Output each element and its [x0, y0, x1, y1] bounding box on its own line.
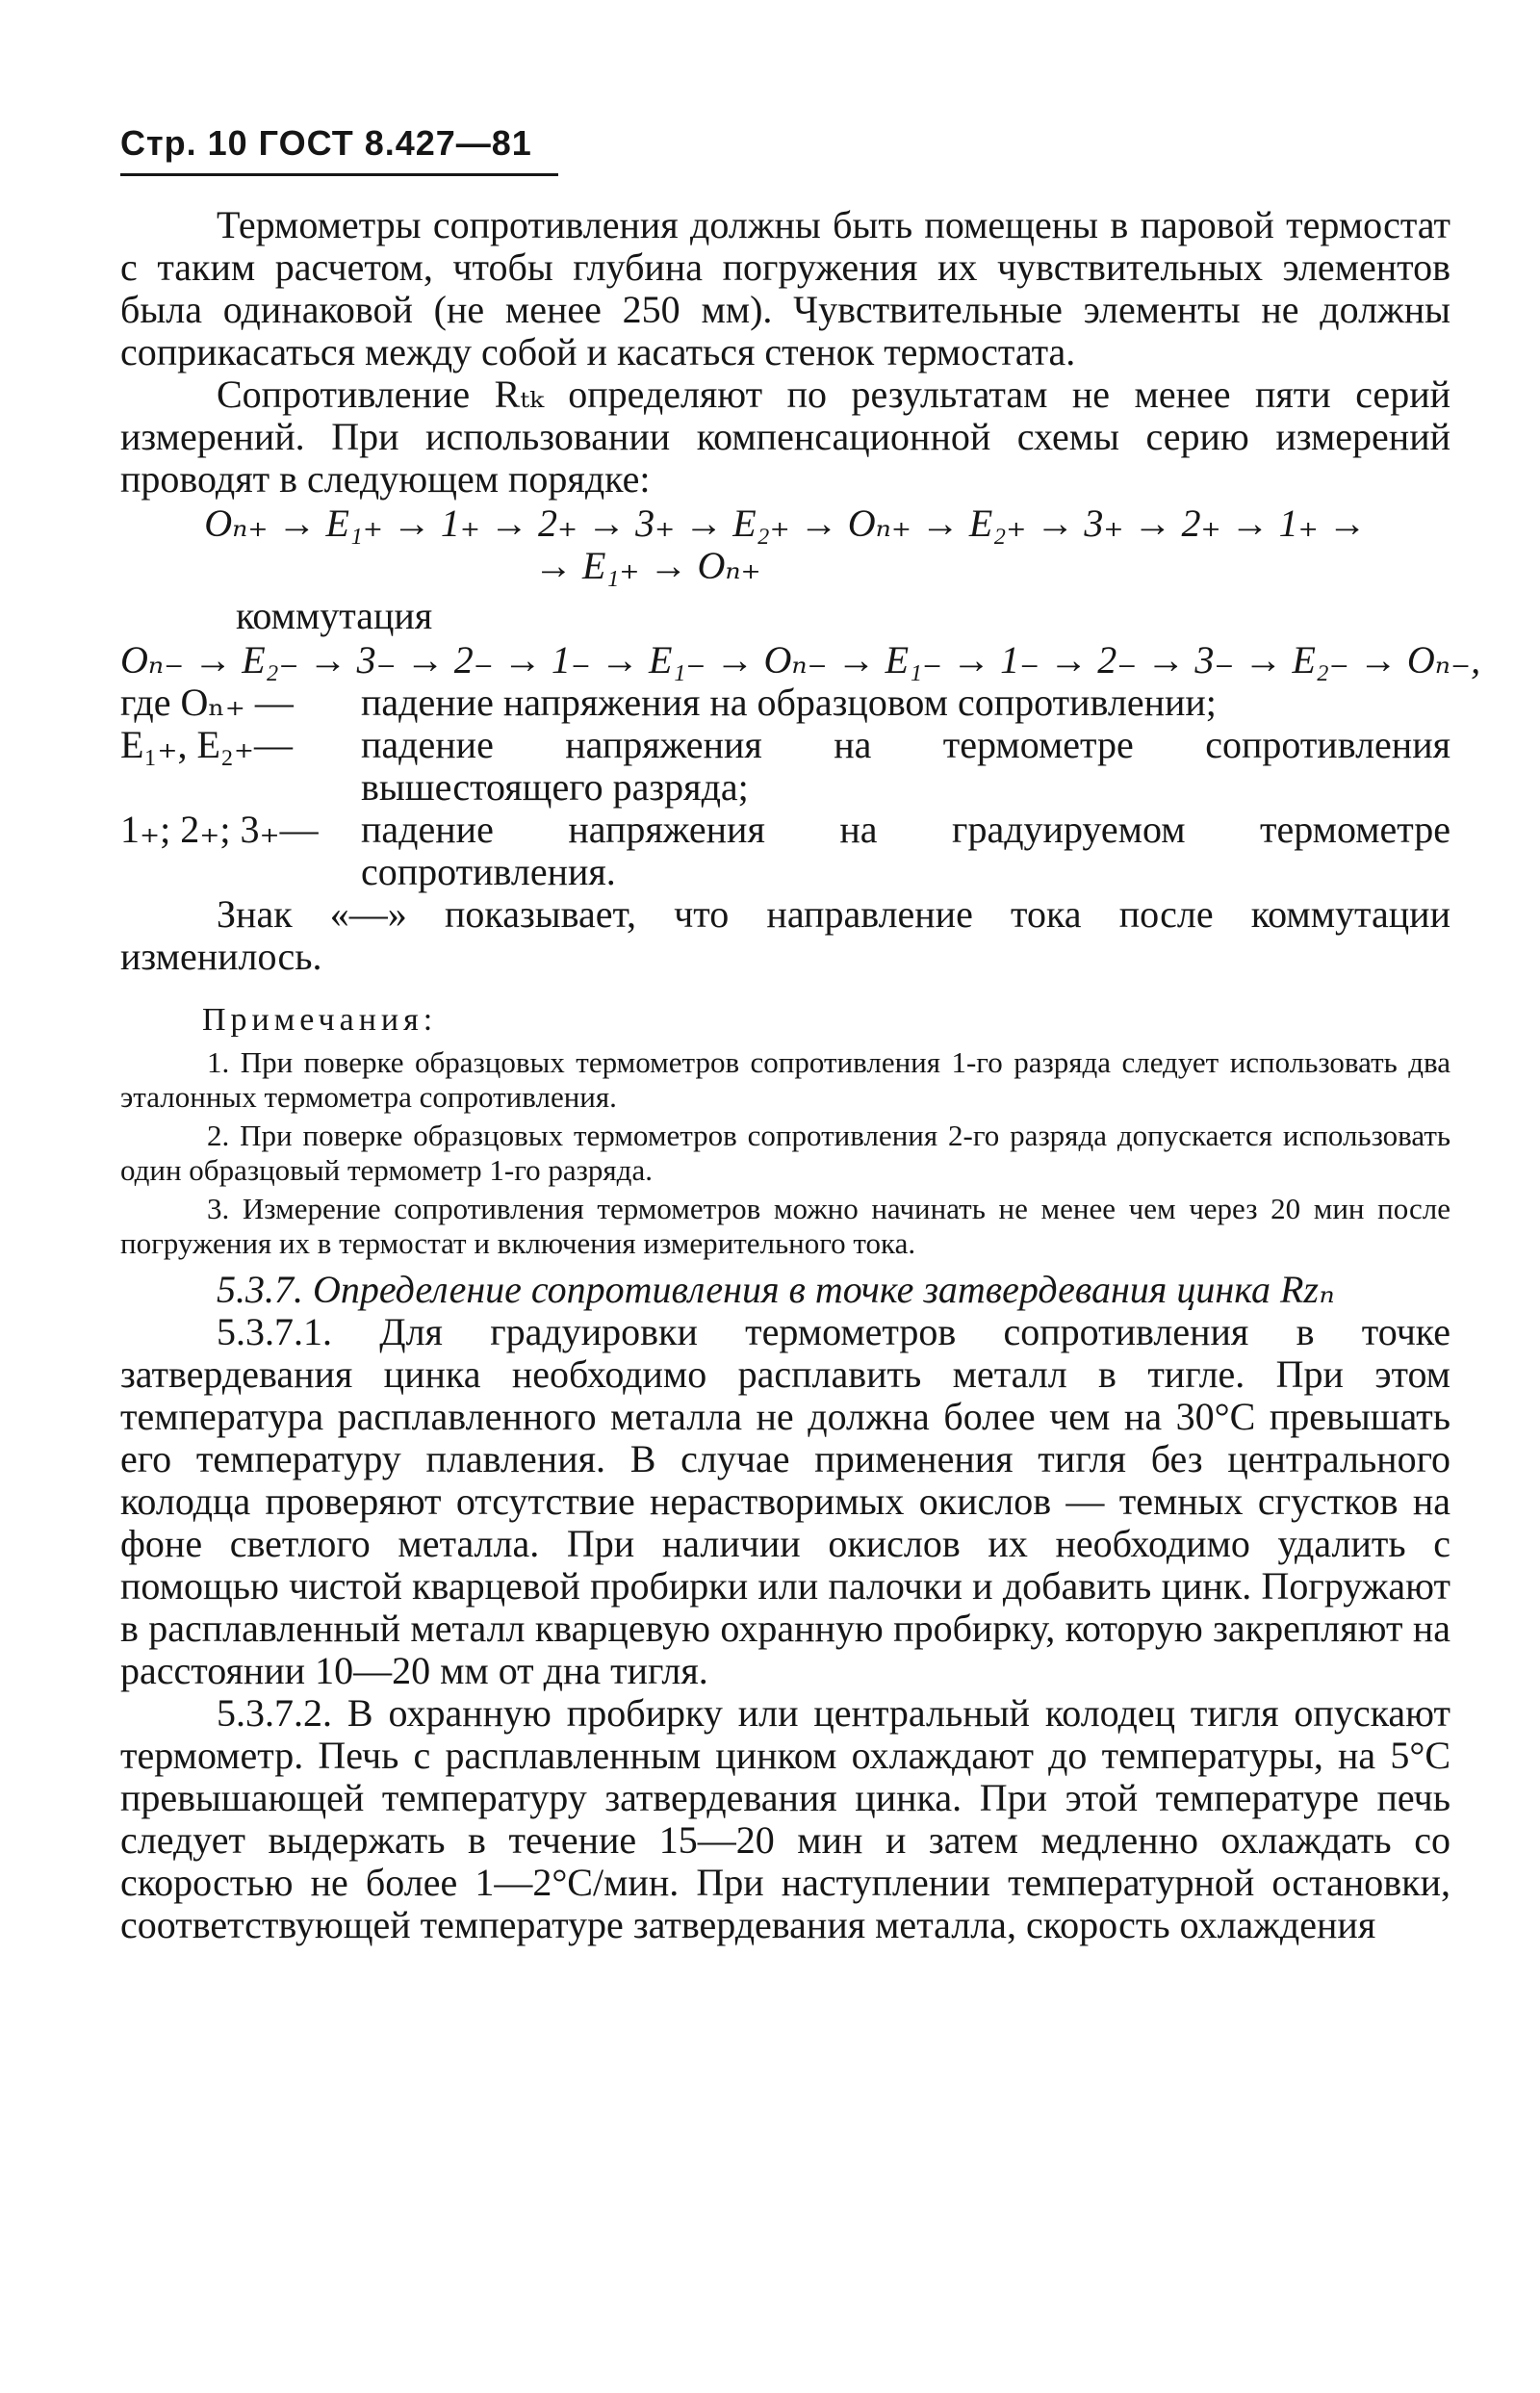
note-item: 1. При поверке образцовых термометров сопротивления 1-го разряда следует использовать два эталонных термометра сопротивления.	[120, 1045, 1450, 1114]
formula-measurement-series-cont: → E₁₊ → Oₙ₊	[534, 544, 761, 587]
page-header: Стр. 10 ГОСТ 8.427—81	[120, 123, 532, 163]
formula-measurement-series: Oₙ₊ → E₁₊ → 1₊ → 2₊ → 3₊ → E₂₊ → Oₙ₊ → E₂₊ → 3₊ → 2₊ → 1₊ →	[204, 502, 1367, 545]
paragraph-resistance: Сопротивление Rₜₖ определяют по результатам не менее пяти серий измерений. При использовании компенсационной схемы серию измерений проводят в следующем порядке:	[120, 373, 1450, 501]
paragraph-5-3-7-1: 5.3.7.1. Для градуировки термометров сопротивления в точке затвердевания цинка необходимо расплавить металл в тигле. При этом температура расплавленного металла не должна более чем на 30°С превышать его температуру плавления. В случае применения тигля без центрального колодца проверяют отсутствие нерастворимых окислов — темных сгустков на фоне светлого металла. При наличии окислов их необходимо удалить с помощью чистой кварцевой пробирки или палочки и добавить цинк. Погружают в расплавленный металл кварцевую охранную пробирку, которую закрепляют на расстоянии 10—20 мм от дна тигля.	[120, 1310, 1450, 1692]
page-body	[120, 203, 1481, 1946]
legend-text: падение напряжения на градуируемом термометре сопротивления.	[361, 808, 1450, 893]
section-title: 5.3.7. Определение сопротивления в точке затвердевания цинка Rᴢₙ	[217, 1268, 1335, 1311]
paragraph-5-3-7-2: 5.3.7.2. В охранную пробирку или центральный колодец тигля опускают термометр. Печь с расплавленным цинком охлаждают до температуры, на 5°С превышающей температуру затвердевания цинка. При этой температуре печь следует выдержать в течение 15—20 мин и затем медленно охлаждать со скоростью не более 1—2°С/мин. При наступлении температурной остановки, соответствующей температуре затвердевания металла, скорость охлаждения	[120, 1691, 1450, 1946]
formula-legend	[120, 682, 1450, 893]
paragraph-thermostat: Термометры сопротивления должны быть помещены в паровой термостат с таким расчетом, чтобы глубина погружения их чувствительных элементов была одинаковой (не менее 250 мм). Чувствительные элементы не должны соприкасаться между собой и касаться стенок термостата.	[120, 203, 1450, 373]
legend-text: падение напряжения на образцовом сопротивлении;	[361, 681, 1217, 724]
note-item: 2. При поверке образцовых термометров сопротивления 2-го разряда допускается использовать один образцовый термометр 1-го разряда.	[120, 1119, 1450, 1187]
notes-title: Примечания:	[202, 1002, 438, 1038]
legend-key: E₁₊, E₂₊—	[120, 723, 293, 766]
legend-item	[120, 809, 1450, 893]
paragraph-sign-note: Знак «—» показывает, что направление тока после коммутации изменилось.	[120, 892, 1450, 978]
legend-item	[120, 682, 1450, 724]
formula-after-commutation: Oₙ₋ → E₂₋ → 3₋ → 2₋ → 1₋ → E₁₋ → Oₙ₋ → E₁₋ → 1₋ → 2₋ → 3₋ → E₂₋ → Oₙ₋,	[120, 638, 1481, 682]
commutation-label: коммутация	[236, 594, 433, 637]
legend-key: где Oₙ₊ —	[120, 681, 294, 724]
legend-key: 1₊; 2₊; 3₊—	[120, 808, 319, 851]
note-item: 3. Измерение сопротивления термометров можно начинать не менее чем через 20 мин после погружения их в термостат и включения измерительного тока.	[120, 1192, 1450, 1260]
legend-item	[120, 724, 1450, 809]
legend-text: падение напряжения на термометре сопротивления вышестоящего разряда;	[361, 723, 1450, 809]
header-rule	[120, 173, 558, 176]
